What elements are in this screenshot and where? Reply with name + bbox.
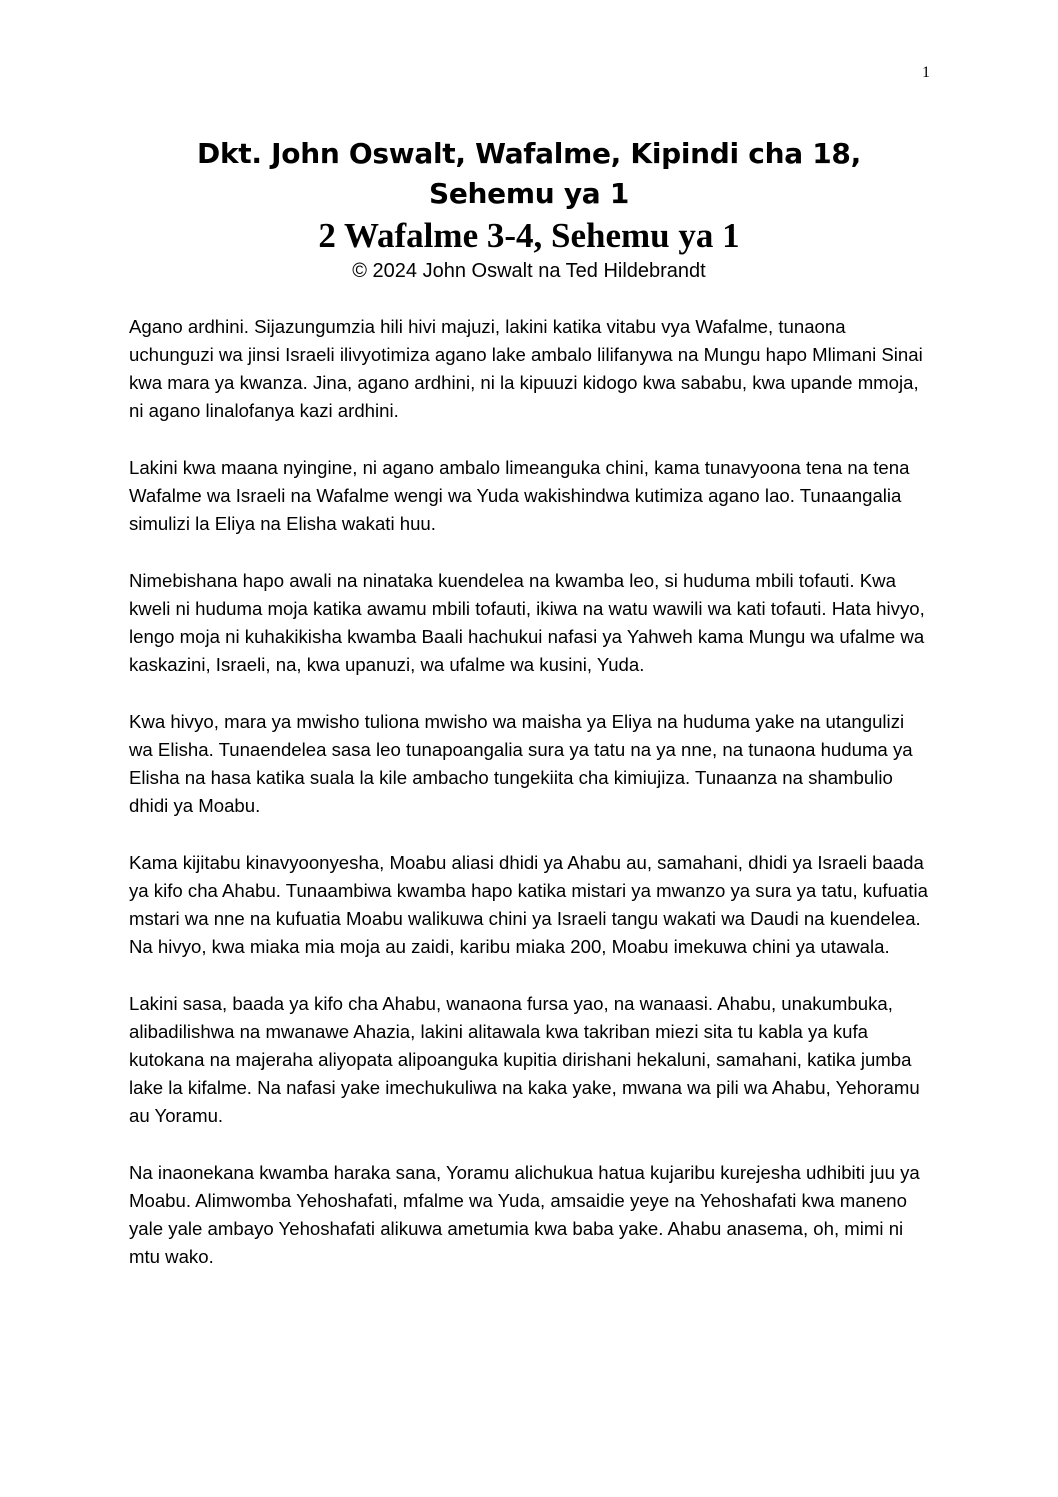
title-block bbox=[130, 134, 928, 284]
paragraph: Na inaonekana kwamba haraka sana, Yoramu alichukua hatua kujaribu kurejesha udhibiti juu ya Moabu. Alimwomba Yehoshafati, mfalme wa Yuda, amsaidie yeye na Yehoshafati kwa maneno yale yale ambayo Yehoshafati alikuwa ametumia kwa baba yake. Ahabu anasema, oh, mimi ni mtu wako. bbox=[129, 1162, 920, 1267]
page-title: Dkt. John Oswalt, Wafalme, Kipindi cha 18, Sehemu ya 1 bbox=[197, 137, 861, 210]
page-number: 1 bbox=[922, 64, 930, 81]
paragraph: Lakini kwa maana nyingine, ni agano ambalo limeanguka chini, kama tunavyoona tena na tena Wafalme wa Israeli na Wafalme wengi wa Yuda wakishindwa kutimiza agano lao. Tunaangalia simulizi la Eliya na Elisha wakati huu. bbox=[129, 457, 910, 534]
paragraph: Kama kijitabu kinavyoonyesha, Moabu aliasi dhidi ya Ahabu au, samahani, dhidi ya Israeli baada ya kifo cha Ahabu. Tunaambiwa kwamba hapo katika mistari ya mwanzo ya sura ya tatu, kufuatia mstari wa nne na kufuatia Moabu walikuwa chini ya Israeli tangu wakati wa Daudi na kuendelea. Na hivyo, kwa miaka mia moja au zaidi, karibu miaka 200, Moabu imekuwa chini ya utawala. bbox=[129, 852, 928, 957]
paragraph: Kwa hivyo, mara ya mwisho tuliona mwisho wa maisha ya Eliya na huduma yake na utangulizi wa Elisha. Tunaendelea sasa leo tunapoangalia sura ya tatu na ya nne, na tunaona huduma ya Elisha na hasa katika suala la kile ambacho tungekiita cha kimiujiza. Tunaanza na shambulio dhidi ya Moabu. bbox=[129, 711, 913, 816]
copyright-line: © 2024 John Oswalt na Ted Hildebrandt bbox=[352, 260, 706, 282]
paragraph: Lakini sasa, baada ya kifo cha Ahabu, wanaona fursa yao, na wanaasi. Ahabu, unakumbuka, alibadilishwa na mwanawe Ahazia, lakini alitawala kwa takriban miezi sita tu kabla ya kufa kutokana na majeraha aliyopata alipoanguka kupitia dirishani hekaluni, samahani, katika jumba lake la kifalme. Na nafasi yake imechukuliwa na kaka yake, mwana wa pili wa Ahabu, Yehoramu au Yoramu. bbox=[129, 993, 920, 1126]
page-subtitle: 2 Wafalme 3-4, Sehemu ya 1 bbox=[318, 216, 740, 255]
document-body bbox=[129, 313, 929, 1300]
paragraph: Nimebishana hapo awali na ninataka kuendelea na kwamba leo, si huduma mbili tofauti. Kwa kweli ni huduma moja katika awamu mbili tofauti, ikiwa na watu wawili wa kati tofauti. Hata hivyo, lengo moja ni kuhakikisha kwamba Baali hachukui nafasi ya Yahweh kama Mungu wa ufalme wa kaskazini, Israeli, na, kwa upanuzi, wa ufalme wa kusini, Yuda. bbox=[129, 570, 925, 675]
paragraph: Agano ardhini. Sijazungumzia hili hivi majuzi, lakini katika vitabu vya Wafalme, tunaona uchunguzi wa jinsi Israeli ilivyotimiza agano lake ambalo lilifanywa na Mungu hapo Mlimani Sinai kwa mara ya kwanza. Jina, agano ardhini, ni la kipuuzi kidogo kwa sababu, kwa upande mmoja, ni agano linalofanya kazi ardhini. bbox=[129, 316, 923, 421]
